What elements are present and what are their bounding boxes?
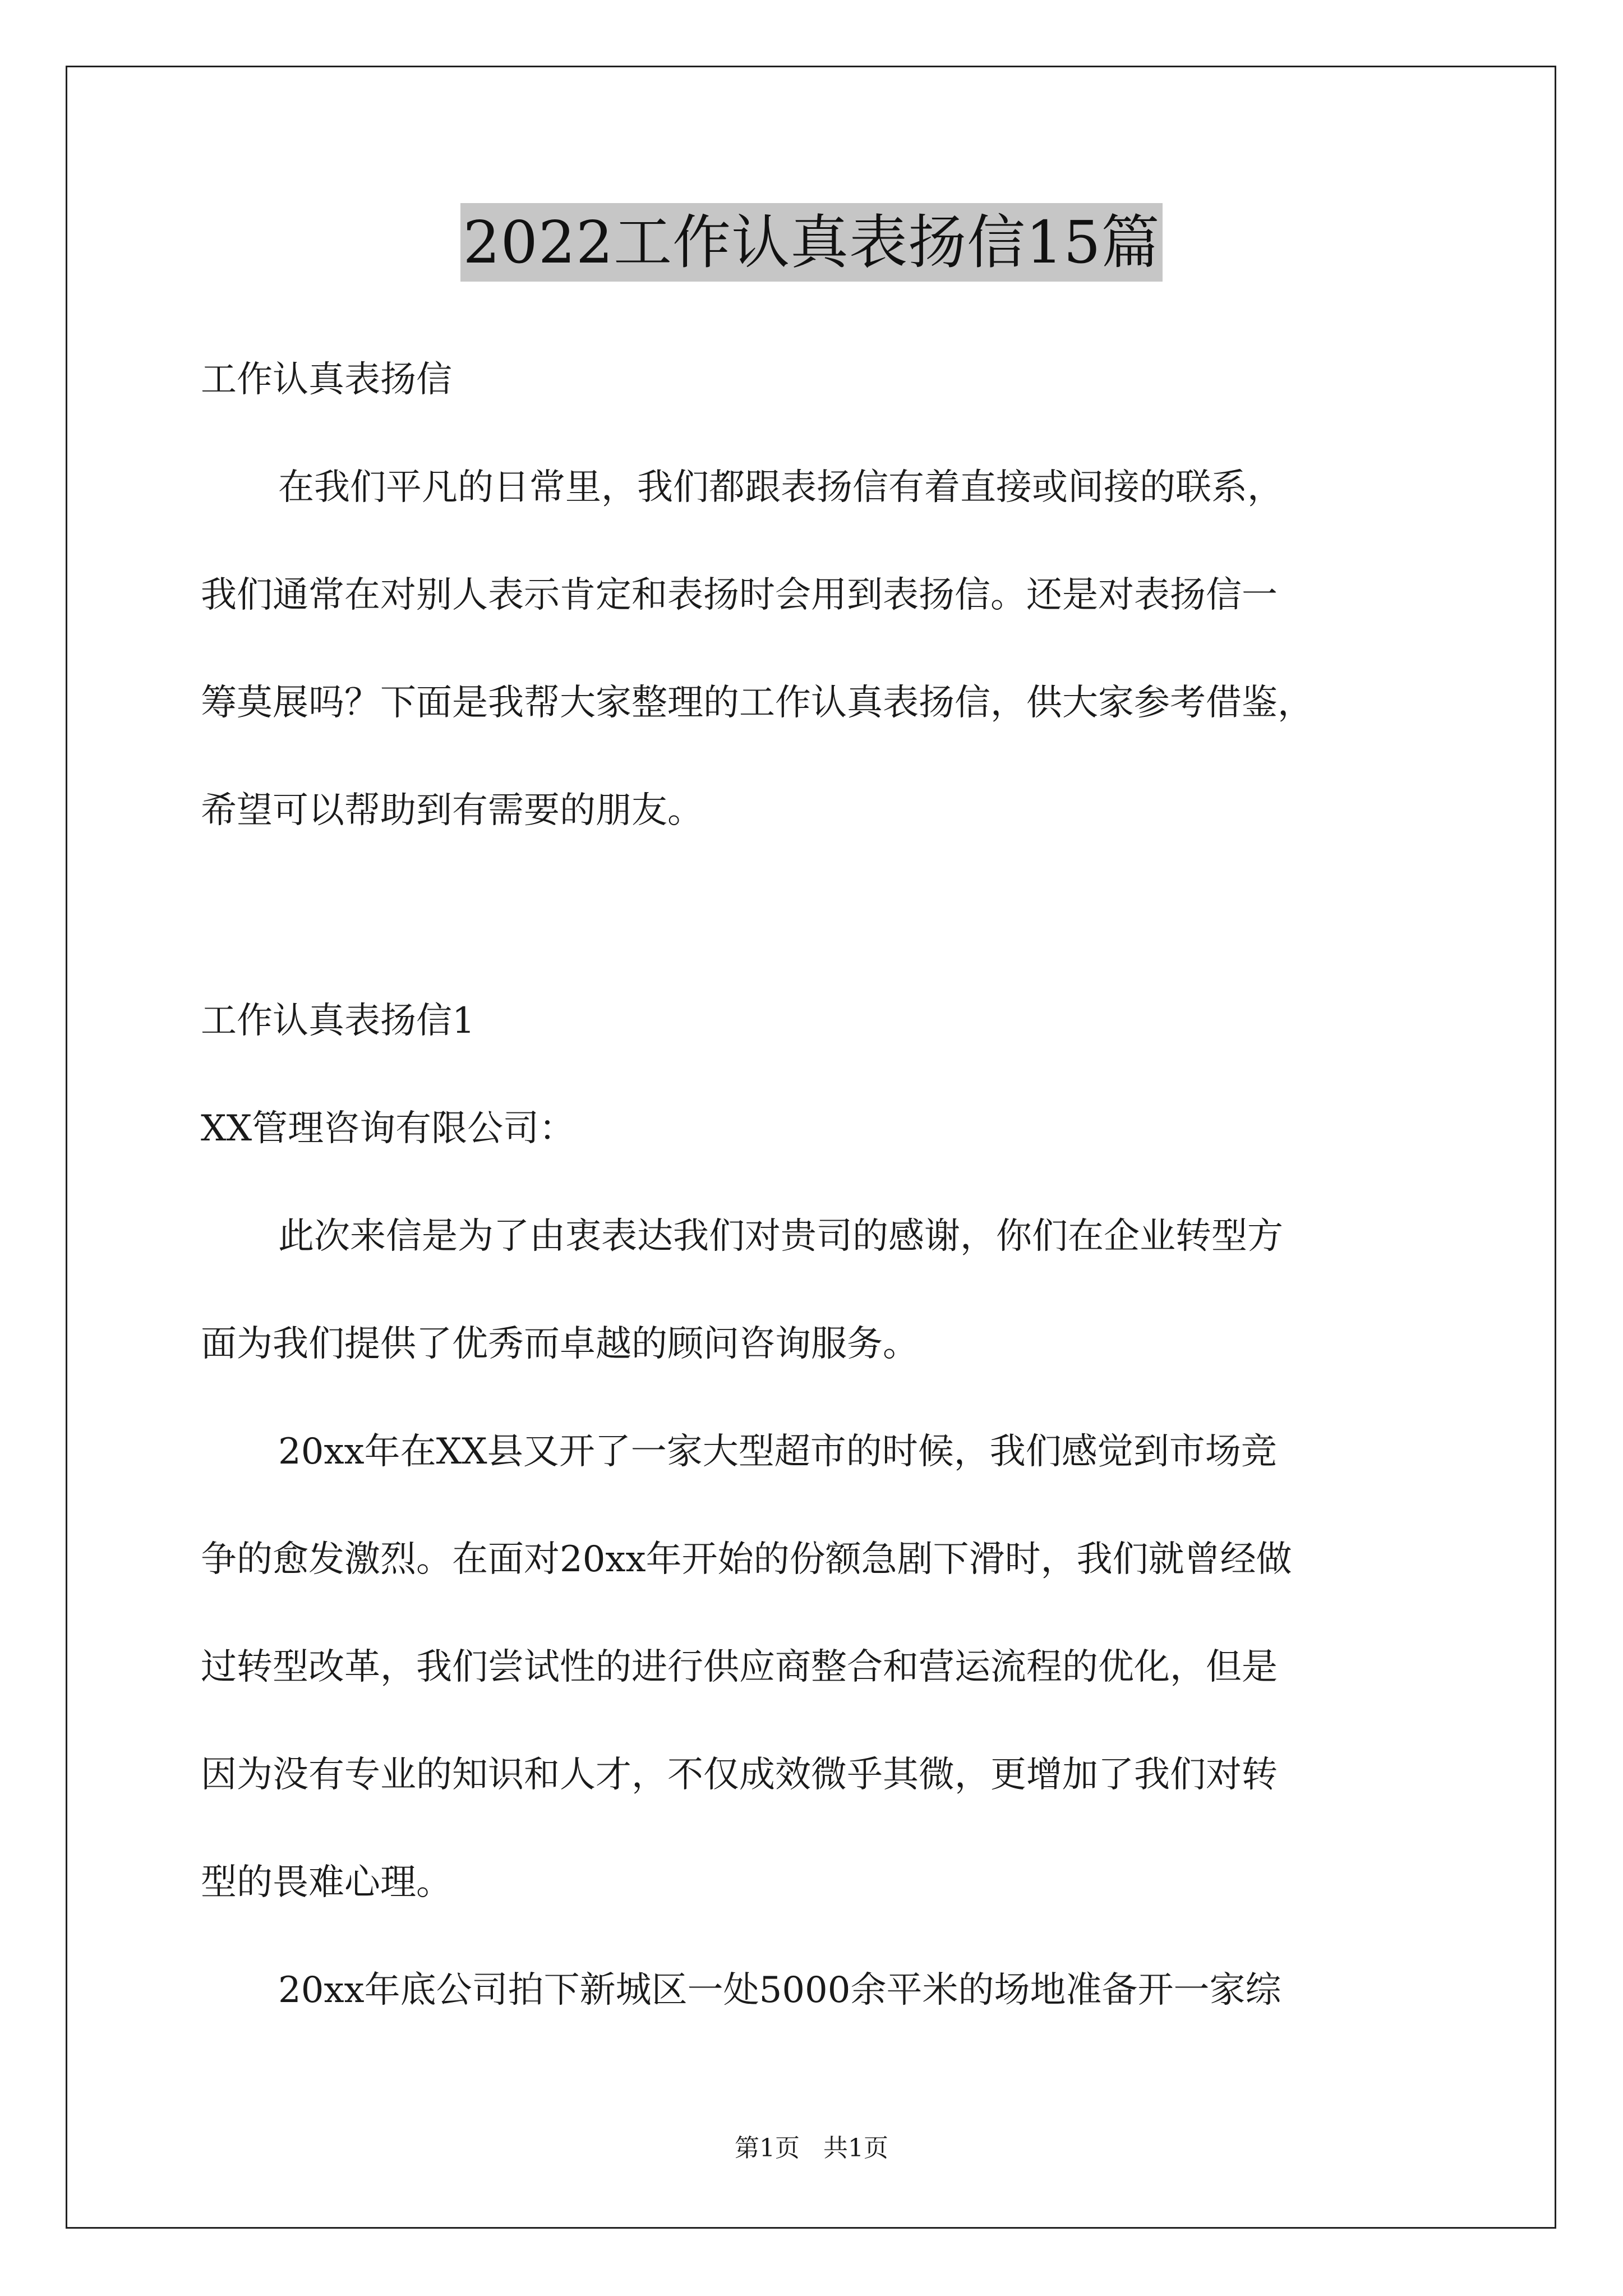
page-number-current: 第1页 bbox=[735, 2134, 800, 2162]
intro-heading: 工作认真表扬信 bbox=[201, 359, 452, 401]
page-number-total: 共1页 bbox=[823, 2134, 888, 2162]
intro-line-2: 我们通常在对别人表示肯定和表扬时会用到表扬信。还是对表扬信一 bbox=[201, 574, 1278, 616]
para2-line-2: 争的愈发激烈。在面对20xx年开始的份额急剧下滑时，我们就曾经做 bbox=[201, 1539, 1292, 1580]
intro-line-4: 希望可以帮助到有需要的朋友。 bbox=[201, 790, 703, 831]
para2-line-5: 型的畏难心理。 bbox=[201, 1862, 452, 1903]
page-footer bbox=[0, 2132, 1623, 2165]
para2-line-1: 20xx年在XX县又开了一家大型超市的时候，我们感觉到市场竞 bbox=[278, 1431, 1277, 1473]
intro-line-1: 在我们平凡的日常里，我们都跟表扬信有着直接或间接的联系， bbox=[278, 467, 1283, 508]
title-container bbox=[0, 203, 1623, 282]
section-heading-1: 工作认真表扬信1 bbox=[201, 1000, 475, 1042]
para2-line-3: 过转型改革，我们尝试性的进行供应商整合和营运流程的优化，但是 bbox=[201, 1646, 1278, 1688]
intro-line-3: 筹莫展吗？下面是我帮大家整理的工作认真表扬信，供大家参考借鉴， bbox=[201, 682, 1313, 724]
salutation: XX管理咨询有限公司： bbox=[201, 1108, 575, 1149]
document-title: 2022工作认真表扬信15篇 bbox=[460, 203, 1162, 282]
para1-line-2: 面为我们提供了优秀而卓越的顾问咨询服务。 bbox=[201, 1323, 919, 1365]
para1-line-1: 此次来信是为了由衷表达我们对贵司的感谢，你们在企业转型方 bbox=[278, 1216, 1283, 1257]
para2-line-4: 因为没有专业的知识和人才，不仅成效微乎其微，更增加了我们对转 bbox=[201, 1754, 1278, 1796]
para3-line-1: 20xx年底公司拍下新城区一处5000余平米的场地准备开一家综 bbox=[278, 1970, 1281, 2011]
